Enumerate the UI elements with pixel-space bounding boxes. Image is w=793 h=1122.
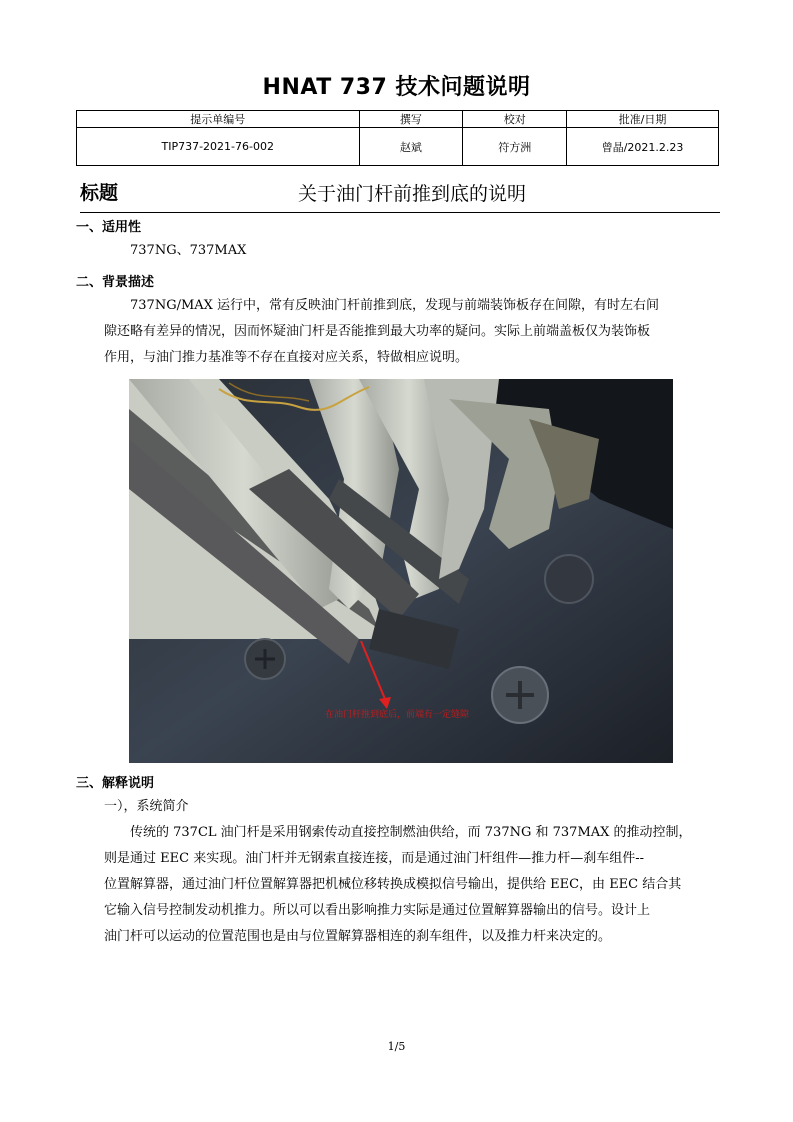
background-paragraph	[104, 293, 694, 371]
background-line: 737NG/MAX 运行中，常有反映油门杆前推到底，发现与前端装饰板存在间隙，有时左右间	[130, 298, 660, 313]
background-line: 隙还略有差异的情况，因而怀疑油门杆是否能推到最大功率的疑问。实际上前端盖板仅为装饰板	[104, 324, 651, 339]
explanation-line: 它输入信号控制发动机推力。所以可以看出影响推力实际是通过位置解算器输出的信号。设计上	[104, 903, 651, 918]
header-author: 撰写	[359, 111, 463, 128]
value-tip-number: TIP737-2021-76-002	[77, 128, 360, 166]
throttle-photo-illustration	[129, 379, 673, 763]
explanation-line: 油门杆可以运动的位置范围也是由与位置解算器相连的刹车组件，以及推力杆来决定的。	[104, 929, 612, 944]
value-author: 赵斌	[359, 128, 463, 166]
value-approval-date: 曾晶/2021.2.23	[567, 128, 719, 166]
header-approval-date: 批准/日期	[567, 111, 719, 128]
document-title: HNAT 737 技术问题说明	[262, 75, 531, 100]
page-number: 1/5	[387, 1040, 406, 1053]
applicability-text: 737NG、737MAX	[130, 243, 247, 258]
section-heading-applicability: 一、适用性	[76, 220, 142, 235]
photo-annotation: 在油门杆推到底后，前端有一定缝隙	[325, 710, 470, 720]
header-proofreader: 校对	[463, 111, 567, 128]
value-proofreader: 符方洲	[463, 128, 567, 166]
info-table	[76, 110, 719, 166]
subject-row	[80, 178, 720, 213]
explanation-line: 则是通过 EEC 来实现。油门杆并无钢索直接连接，而是通过油门杆组件—推力杆—刹车组件--	[104, 851, 644, 866]
background-line: 作用，与油门推力基准等不存在直接对应关系，特做相应说明。	[104, 350, 469, 365]
section-heading-explanation: 三、解释说明	[76, 776, 155, 791]
subject-text: 关于油门杆前推到底的说明	[298, 183, 527, 205]
system-intro-heading: 一），系统简介	[104, 799, 189, 814]
throttle-photo	[129, 379, 673, 763]
explanation-paragraph	[104, 820, 694, 950]
subject-label: 标题	[80, 182, 119, 204]
explanation-line: 传统的 737CL 油门杆是采用钢索传动直接控制燃油供给，而 737NG 和 737MAX 的推动控制，	[130, 825, 692, 840]
header-tip-number: 提示单编号	[77, 111, 360, 128]
explanation-line: 位置解算器，通过油门杆位置解算器把机械位移转换成模拟信号输出，提供给 EEC，由 EEC 结合其	[104, 877, 682, 892]
section-heading-background: 二、背景描述	[76, 275, 155, 290]
